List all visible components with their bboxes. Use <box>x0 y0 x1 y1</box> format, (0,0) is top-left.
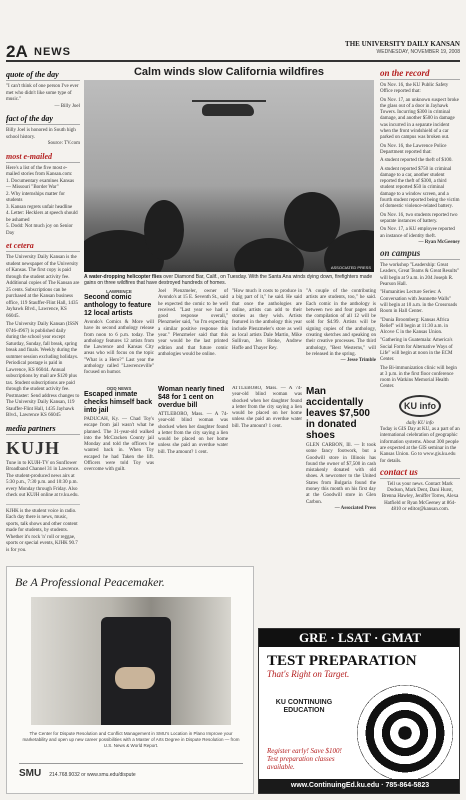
smu-ad-title: Be A Professional Peacemaker. <box>15 575 165 589</box>
odd-news-col1: ODD NEWS Escaped inmate checks himself back into jail PADUCAH, Ky. — Chad Toy's escape from jail wasn't what he planned. The 31-year-old walked into the McCracken County jail Monday and told the officers he wanted back in. When Toy escaped he had Taken the lift. Officers were told Toy was overcome with guilt. <box>84 386 154 473</box>
article-comic-col4: "A couple of the contributing artists are students, too," he said. Each comic in the anthology is between two and four pages and the compilation of all 12 will be sold for $4.99. Artists will be signing copies of the anthology, creating sketches and speaking on their creative processes. The third anthology, "Best Westerns," will be released in the spring. — Jesse Trimble <box>306 289 376 364</box>
article-headline-comic[interactable]: Second comic anthology to feature 12 local artists <box>84 294 152 317</box>
record-item-4: A student reported the theft of $100. <box>380 158 453 164</box>
masthead-title: THE UNIVERSITY DAILY KANSAN <box>345 40 460 48</box>
quote-text: "I can't think of one person I've ever met who didn't like some type of music." <box>6 84 79 102</box>
issue-date: WEDNESDAY, NOVEMBER 19, 2008 <box>376 49 460 55</box>
test-prep-save: Register early! Save $100! Test preparation classes available. <box>267 747 342 771</box>
odd-news-col3: ATTLEBORO, Mass. — A 74-year-old blind woman was shocked when her daughter found a letter from the city saying a lien would be placed on her home unless she paid an overdue water bill. The amount? 1 cent. <box>232 386 302 429</box>
emailed-item-4[interactable]: 4. Letter: Hecklers at speech should be ashamed <box>6 211 78 223</box>
ku-info-text: Today is GIS Day at KU, as a part of an international celebration of geographic information systems. About 300 people are expected at the GIS seminar in the Kansas Union. Go to www.gis.ku.edu for details. <box>380 427 460 464</box>
emailed-item-1[interactable]: 1. Documentary examines Kansas — Missouri "Border War" <box>6 178 75 190</box>
test-prep-title: TEST PREPARATION <box>267 653 417 669</box>
kjhk-text: KJHK is the student voice in radio. Each day there is news, music, sports, talk shows and other content made for students, by students. Whether it's rock 'n' roll or reggae, sports or special events, KJHK 90.7 is for you. <box>6 508 78 553</box>
kujh-text: Tune in to KUJH-TV on Sunflower Broadband Channel 31 in Lawrence. The student-produced news airs at 5:30 p.m., 7:30 p.m. and 10:30 p.m. every Monday through Friday. Also check out KUJH online at tv.ku.edu. <box>6 460 80 498</box>
ku-info-sub: daily KU info <box>406 420 434 426</box>
contact-us-title: contact us <box>380 467 460 479</box>
record-item-5: A student reported $750 in criminal damage to a car, another student reported the theft of $300, a third student reported $50 in criminal damage to a window screen, and a fourth student reported being the victim of domestic violence-related battery. <box>380 166 460 210</box>
masthead <box>345 40 460 55</box>
campus-item-4: "Gathering in Guatemala: America's Social Form for Alternative Ways of Life" will begin at noon in the ECM Center. <box>380 338 453 363</box>
odd-news-col4: Man accidentally leaves $7,500 in donated shoes GLEN CARBON, Ill. — It took some fancy footwork, but a Goodwill store in Illinois has found the owner of $7,500 in cash mistakenly donated with old shoes. A newcomer to the United States from Bulgaria found the money this month on his first day at the Goodwill store in Glen Carbon. — Associated Press <box>306 386 376 511</box>
on-campus-title: on campus <box>380 248 460 260</box>
article-byline: — Jesse Trimble <box>340 358 376 364</box>
article-headline-inmate[interactable]: Escaped inmate checks himself back into jail <box>84 391 153 414</box>
fact-source: Source: TV.com <box>47 141 80 146</box>
wildfire-photo <box>84 80 374 272</box>
emailed-item-2[interactable]: 2. Why internships matter for students <box>6 191 65 203</box>
article-headline-shoes[interactable]: Man accidentally leaves $7,500 in donated shoes <box>306 386 370 441</box>
ku-continuing-ed-logo: KU CONTINUING EDUCATION <box>275 699 333 714</box>
fact-title: fact of the day <box>6 114 80 125</box>
test-prep-website[interactable]: www.ContinuingEd.ku.edu · 785-864-5823 <box>259 779 460 793</box>
smu-logo: SMU <box>19 768 42 779</box>
left-column <box>6 66 80 554</box>
most-emailed-title: most e-mailed <box>6 152 80 163</box>
odd-news-label: ODD NEWS <box>106 386 132 391</box>
article-comic-col3: "How much it costs to produce in a big part of it," he said. He said that once the anthologies are online, artists can add to their stories as they wish. Artists featured in the anthology this year include Plenzmeler's store as well as local artists Dale Martin, Mike Sullivan, Jen Hroke, Andrew Hoffe and Thayer Rey. <box>232 289 302 351</box>
page-number: 2A <box>6 42 28 61</box>
article-comic-col2: Joel Plenzmeler, owner of Avondo's at 15 E. Seventh St., said he expected the comic to be well received. "Last year we had a good response overall," Plenzmeler said, "so I'm expecting a similar positive response this year." Plenzmeler said that this year would be the last printed edition and that future comic anthologies would be online. <box>158 289 228 357</box>
campus-item-3: "Dunia Broomberg: Kansas Africa Relief" will begin at 11:30 a.m. in Alcove C in the Kansas Union. <box>380 317 450 336</box>
smu-ad-photo <box>31 597 231 725</box>
fact-text: Billy Joel is honored in South high school history. <box>6 128 76 140</box>
etcetera-text: The University Daily Kansan is the student newspaper of the University of Kansas. The first copy is paid through the student activity fee. Additional copies of The Kansan are 25 cents. Subscriptions can be purchased at the Kansan business office, 119 Stauffer-Flint Hall, 1435 Jayhawk Blvd., Lawrence, KS 66045. <box>6 255 80 319</box>
record-item-6: On Nov. 16, two students reported two separate instances of battery. <box>380 212 458 224</box>
kujh-logo: KUJH <box>6 437 61 458</box>
test-prep-exams: GRE · LSAT · GMAT <box>259 629 460 647</box>
smu-advertisement[interactable] <box>6 566 254 794</box>
record-item-7: On Nov. 17, a KU employee reported an instance of identity theft. <box>380 227 455 239</box>
helicopter-icon <box>202 104 254 116</box>
section-name: NEWS <box>34 46 71 58</box>
odd-news-col2: Woman nearly fined $48 for 1 cent on overdue bill ATTLEBORO, Mass. — A 74-year-old blind woman was shocked when her daughter found a letter from the city saying a lien would be placed on her home unless she paid an overdue water bill. The amount? 1 cent. <box>158 386 228 455</box>
main-headline: Calm winds slow California wildfires <box>133 66 325 78</box>
smu-ad-footer <box>19 763 243 779</box>
photo-credit: ASSOCIATED PRESS <box>330 265 371 270</box>
quote-attribution: — Billy Joel <box>54 103 80 109</box>
campus-item-5: The Bi-immunization clinic will begin at 3 p.m. in the first floor conference room in Watkins Memorial Health Center. <box>380 365 457 390</box>
article-comic-col1: LAWRENCE Second comic anthology to feature 12 local artists Avondo's Comics & More will have its second anthology release from noon to 6 p.m. today. The anthology features 12 artists from the Lawrence and Kansas City areas who will focus on the topic "What is a Hero?" Last year the anthology called "Lawrenceville" focused on humor. <box>84 289 154 376</box>
contact-text: Tell us your news. Contact Mark Dodson, Mark Dent, Dani Hurst, Brenna Hawley, Jeniffer Torres, Alexa Hatfield or Ryan McGeeney at 864-4810 or editor@kansan.com. <box>381 481 459 513</box>
etcetera-title: et cetera <box>6 241 80 252</box>
smu-ad-body: The Center for Dispute Resolution and Conflict Management in SMU's Location in Plano Improve your marketability and open up new career possibilities with a Master of Arts Degree in Dispute Resolution — from U.S. News & World Report. <box>22 731 240 748</box>
etcetera-text-2: The University Daily Kansan (ISSN 0746-4967) is published daily during the school year except Saturday, Sunday, fall break, spring break and finals. Weekly during the summer session excluding holidays. Periodical postage is paid in Lawrence, KS 66044. Annual subscriptions by mail are $120 plus tax. Student subscriptions are paid through the student activity fee. Postmaster: Send address changes to The University Daily Kansan, 119 Stauffer-Flint Hall, 1435 Jayhawk Blvd., Lawrence KS 66045 <box>6 322 80 418</box>
record-item-1: On Nov. 16, the KU Public Safety Office reported that: <box>380 83 449 95</box>
smu-contact[interactable]: 214.768.9032 or www.smu.edu/dispute <box>49 772 136 778</box>
emailed-item-5[interactable]: 5. Dodd: Not much joy on Senior Day <box>6 224 73 236</box>
most-emailed-intro: Here's a list of the five most e-mailed stories from Kansan.com: <box>6 165 73 177</box>
media-partners-title: media partners <box>6 424 80 435</box>
campus-item-2: "Humanities Lecture Series: A Conversation with Jeannette Walls" will begin at 10 a.m. in the Crossroads Room in Hall Center. <box>380 290 458 315</box>
photo-caption: A water-dropping helicopter flies over Diamond Bar, Calif., on Tuesday. With the Santa Ana winds dying down, firefighters made gains on three wildfires that have destroyed hundreds of homes. <box>84 274 373 286</box>
page-header <box>6 40 460 62</box>
test-prep-advertisement[interactable] <box>258 628 460 794</box>
helicopter-rotor <box>192 100 266 102</box>
article-headline-fine[interactable]: Woman nearly fined $48 for 1 cent on overdue bill <box>158 386 225 409</box>
campus-item-1: The workshop "Leadership: Great Leaders, Great Teams & Great Results" will begin at 9 a.m. in 204 Joseph R. Pearson Hall. <box>380 263 460 288</box>
right-column <box>380 66 460 513</box>
handshake-icon <box>115 667 155 689</box>
article-label-lawrence: LAWRENCE <box>106 289 132 294</box>
most-emailed-list <box>6 179 80 238</box>
record-item-2: On Nov. 17, an unknown suspect broke the glass out of a door in Jayhawk Towers. Incurring $300 in criminal damage, and another $500 in damage was incurred in a separate incident when the front windshield of a car parked on campus was broken out. <box>380 97 459 141</box>
ap-byline: — Associated Press <box>334 505 376 511</box>
on-the-record-title: on the record <box>380 68 460 80</box>
emailed-item-3[interactable]: 3. Kansan regrets unfair headline <box>6 204 73 210</box>
target-icon <box>357 685 453 781</box>
test-prep-tagline: That's Right on Target. <box>267 669 350 679</box>
ku-info-logo: KU info <box>399 395 441 417</box>
quote-title: quote of the day <box>6 70 80 81</box>
record-item-3: On Nov. 16, the Lawrence Police Department reported that: <box>380 143 447 155</box>
record-byline: — Ryan McGeeney <box>418 239 460 245</box>
